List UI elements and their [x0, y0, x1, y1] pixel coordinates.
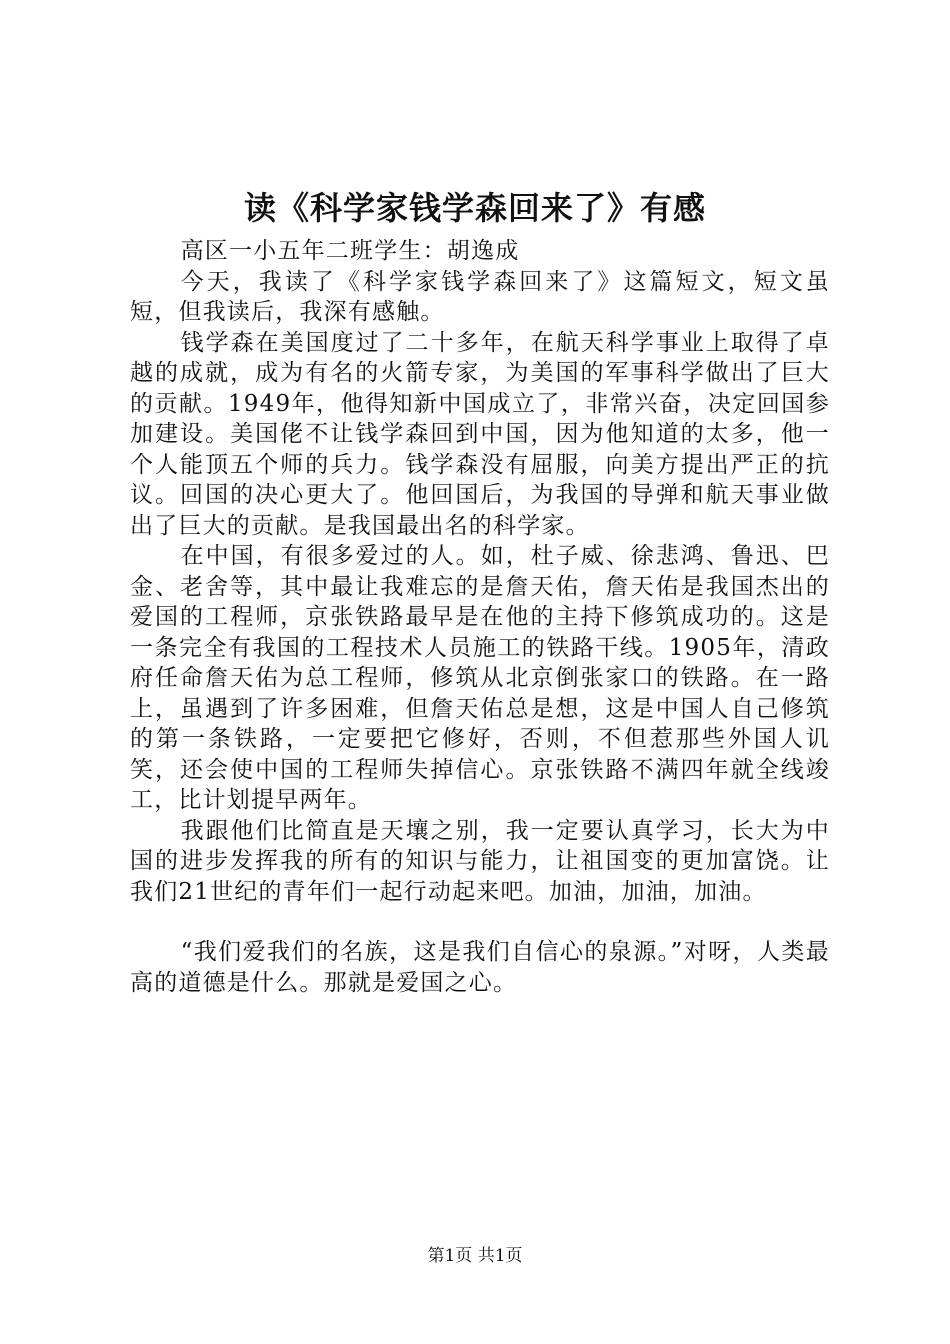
document-title: 读《科学家钱学森回来了》有感 [243, 189, 706, 227]
paragraph: 在中国，有很多爱过的人。如，杜子威、徐悲鸿、鲁迅、巴金、老舍等，其中最让我难忘的是詹天佑，詹天佑是我国杰出的爱国的工程师，京张铁路最早是在他的主持下修筑成功的。这是一条完全有我国的工程技术人员施工的铁路干线。1905年，清政府任命詹天佑为总工程师，修筑从北京倒张家口的铁路。在一路上，虽遇到了许多困难，但詹天佑总是想，这是中国人自己修筑的第一条铁路，一定要把它修好，否则，不但惹那些外国人讥笑，还会使中国的工程师失掉信心。京张铁路不满四年就全线竣工，比计划提早两年。 [130, 543, 830, 813]
page-number: 第1页 共1页 [427, 1246, 523, 1266]
paragraph: 今天，我读了《科学家钱学森回来了》这篇短文，短文虽短，但我读后，我深有感触。 [130, 268, 830, 325]
document-body [130, 236, 830, 998]
paragraph: 我跟他们比简直是天壤之别，我一定要认真学习，长大为中国的进步发挥我的所有的知识与能力，让祖国变的更加富饶。让我们21世纪的青年们一起行动起来吧。加油，加油，加油。 [130, 817, 830, 905]
closing-paragraph: “我们爱我们的名族，这是我们自信心的泉源。”对呀，人类最高的道德是什么。那就是爱国之心。 [130, 939, 830, 996]
author-line: 高区一小五年二班学生：胡逸成 [180, 238, 520, 264]
paragraph: 钱学森在美国度过了二十多年，在航天科学事业上取得了卓越的成就，成为有名的火箭专家，为美国的军事科学做出了巨大的贡献。1949年，他得知新中国成立了，非常兴奋，决定回国参加建设。美国佬不让钱学森回到中国，因为他知道的太多，他一个人能顶五个师的兵力。钱学森没有屈服，向美方提出严正的抗议。回国的决心更大了。他回国后，为我国的导弹和航天事业做出了巨大的贡献。是我国最出名的科学家。 [130, 329, 830, 539]
